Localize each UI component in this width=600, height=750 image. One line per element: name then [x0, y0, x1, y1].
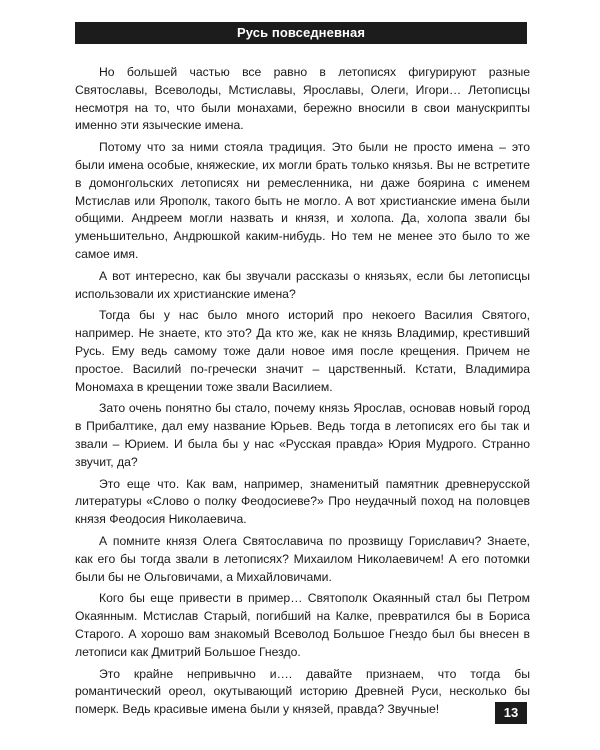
- paragraph: Кого бы еще привести в пример… Святополк Окаянный стал бы Петром Окаянным. Мстислав Старый, погибший на Калке, превратился бы в Бориса Старого. А хорошо вам знакомый Всеволод Большое Гнездо был бы внесен в летописи как Дмитрий Большое Гнездо.: [75, 591, 530, 659]
- paragraph: Это крайне непривычно и…. давайте признаем, что тогда бы романтический ореол, окутывающий историю Древней Руси, несколько бы померк. Ведь красивые имена были у князей, правда? Звучные!: [75, 666, 530, 717]
- paragraph: Тогда бы у нас было много историй про некоего Василия Святого, например. Не знаете, кто это? Да кто же, как не князь Владимир, крестивший Русь. Ему ведь самому тоже дали новое имя после крещения. Причем не простое. Василий по-гречески значит – царственный. Кстати, Владимира Мономаха в крещении тоже звали Василием.: [75, 308, 530, 394]
- paragraph: Потому что за ними стояла традиция. Это были не просто имена – это были имена особые, княжеские, их могли брать только князья. Вы не встретите в домонгольских летописях ни ремесленника, ни даже боярина с именем Мстислав или Ярополк, такого быть не могло. А вот христианские имена были общими. Андреем могли назвать и князя, и холопа. Да, холопа звали бы уменьшительно, Андрюшкой каким-нибудь. Но тем не менее это было то же самое имя.: [75, 140, 530, 261]
- paragraph: Это еще что. Как вам, например, знаменитый памятник древнерусской литературы «Слово о полку Феодосиеве?» Про неудачный поход на половцев князя Феодосия Николаевича.: [75, 476, 530, 527]
- page-number: 13: [495, 702, 527, 724]
- paragraph: А вот интересно, как бы звучали рассказы о князьях, если бы летописцы использовали их христианские имена?: [75, 268, 530, 301]
- paragraph: А помните князя Олега Святославича по прозвищу Гориславич? Знаете, как его бы тогда звали в летописях? Михаилом Николаевичем! А его потомки были бы не Ольговичами, а Михайловичами.: [75, 533, 530, 584]
- body-text: [75, 64, 530, 723]
- paragraph: Зато очень понятно бы стало, почему князь Ярослав, основав новый город в Прибалтике, дал ему название Юрьев. Ведь тогда в летописях его бы так и звали – Юрием. И была бы у нас «Русская правда» Юрия Мудрого. Странно звучит, да?: [75, 401, 530, 469]
- paragraph: Но большей частью все равно в летописях фигурируют разные Святославы, Всеволоды, Мстиславы, Ярославы, Олеги, Игори… Летописцы несмотря на то, что были монахами, бережно вносили в свои манускрипты именно эти языческие имена.: [75, 65, 530, 133]
- running-header: Русь повседневная: [75, 22, 527, 44]
